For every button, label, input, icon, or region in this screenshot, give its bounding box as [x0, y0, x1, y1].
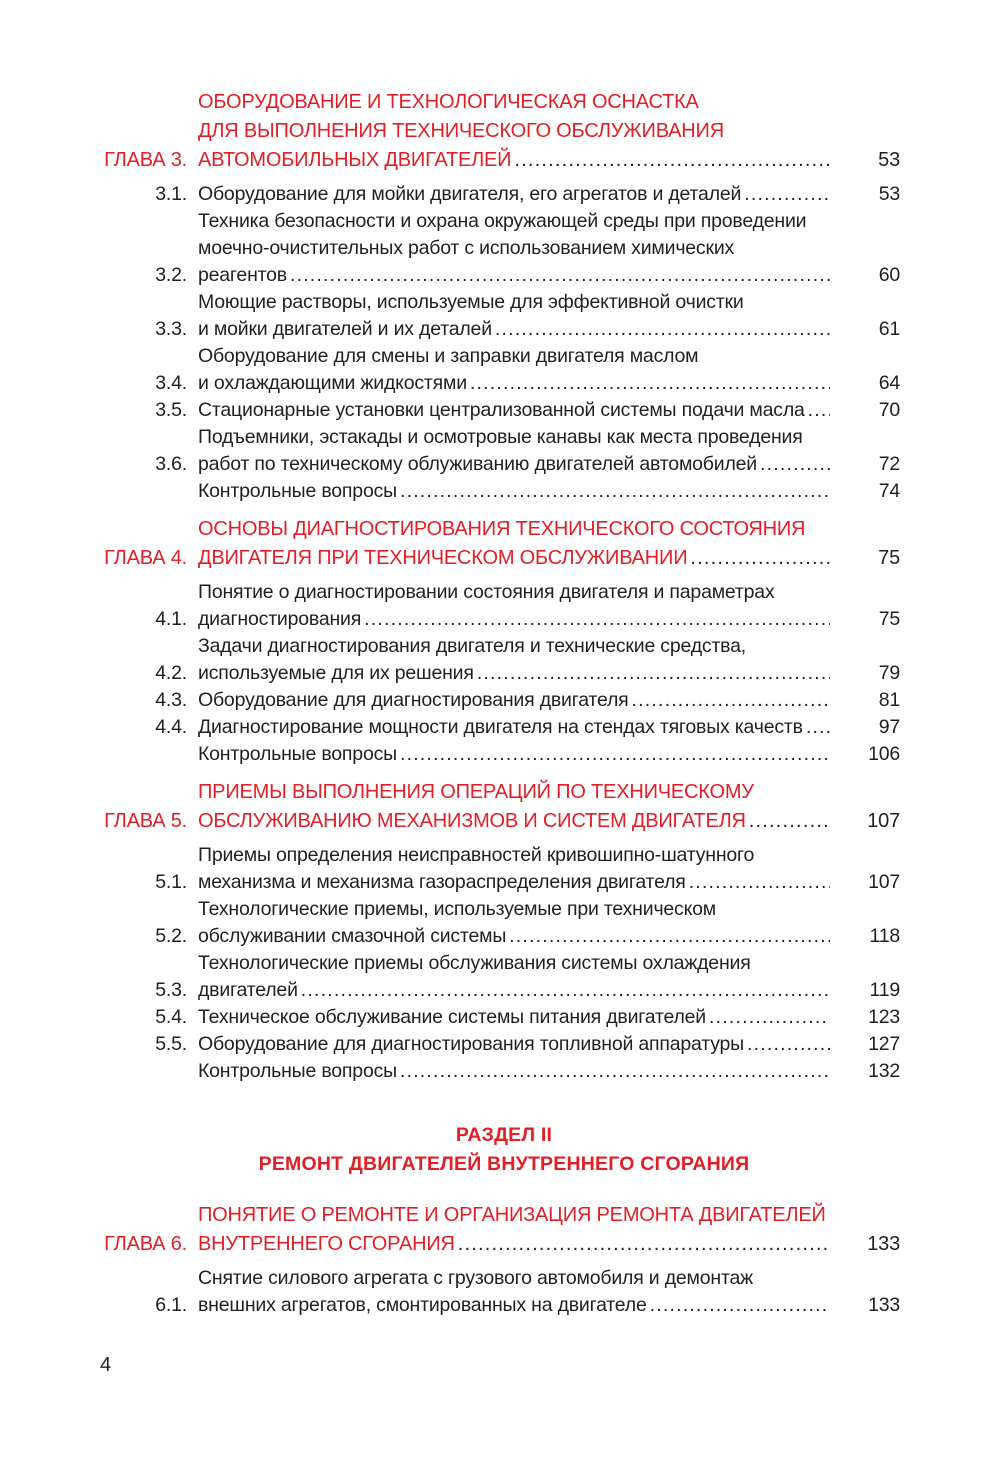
page-reference: 61 [878, 318, 900, 340]
section-title [198, 687, 830, 714]
title-last-line [198, 1292, 830, 1319]
title-line: Контрольные вопросы [198, 743, 397, 765]
section-title [198, 1058, 830, 1085]
chapter-label: ГЛАВА 3. [104, 149, 187, 171]
section-title [198, 208, 830, 289]
title-line: внешних агрегатов, смонтированных на двигателе [198, 1294, 647, 1316]
dot-leader [808, 397, 830, 424]
chapter-heading[interactable] [0, 1201, 1000, 1259]
title-line: Оборудование для мойки двигателя, его агрегатов и деталей [198, 183, 742, 205]
title-last-line [198, 262, 830, 289]
section-title [198, 714, 830, 741]
section-number: 3.5. [155, 399, 187, 421]
section-number: 3.1. [155, 183, 187, 205]
title-last-line [198, 977, 830, 1004]
toc-entry[interactable] [0, 289, 1000, 343]
page-reference: 127 [868, 1033, 900, 1055]
title-last-line [198, 370, 830, 397]
section-number: 4.3. [155, 689, 187, 711]
page-reference: 107 [867, 810, 900, 832]
title-line: ПОНЯТИЕ О РЕМОНТЕ И ОРГАНИЗАЦИЯ РЕМОНТА ДВИГАТЕЛЕЙ [198, 1204, 826, 1226]
spacer [0, 505, 1000, 515]
title-line: моечно-очистительных работ с использованием химических [198, 237, 735, 259]
page-number: 4 [100, 1354, 112, 1376]
title-line: и охлаждающими жидкостями [198, 372, 467, 394]
toc-entry[interactable] [0, 1058, 1000, 1085]
title-line: ОСНОВЫ ДИАГНОСТИРОВАНИЯ ТЕХНИЧЕСКОГО СОСТОЯНИЯ [198, 518, 806, 540]
section-number: 5.1. [155, 871, 187, 893]
page-reference: 118 [869, 925, 900, 947]
title-line: Диагностирование мощности двигателя на стендах тяговых качеств [198, 716, 803, 738]
title-last-line [198, 714, 830, 741]
page-reference: 132 [868, 1060, 900, 1082]
title-last-line [198, 741, 830, 768]
page-reference: 133 [867, 1233, 900, 1255]
toc-entry[interactable] [0, 714, 1000, 741]
section-title [198, 950, 830, 1004]
title-line: ОБСЛУЖИВАНИЮ МЕХАНИЗМОВ И СИСТЕМ ДВИГАТЕЛЯ [198, 810, 746, 832]
page-reference: 74 [878, 480, 900, 502]
page-reference: 133 [868, 1294, 900, 1316]
dot-leader [509, 923, 830, 950]
title-last-line [198, 397, 830, 424]
title-line: механизма и механизма газораспределения двигателя [198, 871, 686, 893]
title-line: реагентов [198, 264, 287, 286]
title-line: Технологические приемы обслуживания системы охлаждения [198, 952, 751, 974]
spacer [0, 1085, 1000, 1095]
page-reference: 70 [878, 399, 900, 421]
chapter-label: ГЛАВА 6. [104, 1233, 187, 1255]
dot-leader [364, 606, 830, 633]
page-reference: 119 [869, 979, 900, 1001]
toc-entry[interactable] [0, 687, 1000, 714]
dot-leader [806, 714, 830, 741]
dot-leader [747, 1031, 830, 1058]
dot-leader [689, 869, 830, 896]
part-heading [0, 1121, 1000, 1179]
title-last-line [198, 478, 830, 505]
title-line: Оборудование для смены и заправки двигателя маслом [198, 345, 699, 367]
page-reference: 81 [878, 689, 900, 711]
chapter-block [0, 515, 1000, 768]
page-reference: 60 [878, 264, 900, 286]
dot-leader [290, 262, 830, 289]
chapter-block [0, 778, 1000, 1085]
title-line: ВНУТРЕННЕГО СГОРАНИЯ [198, 1233, 455, 1255]
section-title [198, 896, 830, 950]
section-title [198, 397, 830, 424]
title-line: ОБОРУДОВАНИЕ И ТЕХНОЛОГИЧЕСКАЯ ОСНАСТКА [198, 91, 699, 113]
dot-leader [650, 1292, 830, 1319]
title-last-line [198, 544, 830, 573]
part-label: РАЗДЕЛ II [455, 1124, 553, 1146]
title-last-line [198, 316, 830, 343]
dot-leader [301, 977, 830, 1004]
title-last-line [198, 1004, 830, 1031]
page-reference: 75 [878, 547, 900, 569]
chapter-label: ГЛАВА 5. [104, 810, 187, 832]
dot-leader [477, 660, 830, 687]
toc-entry[interactable] [0, 950, 1000, 1004]
page-reference: 72 [878, 453, 900, 475]
title-last-line [198, 606, 830, 633]
chapter-label: ГЛАВА 4. [104, 547, 187, 569]
section-title [198, 579, 830, 633]
chapter-heading[interactable] [0, 88, 1000, 175]
part-title: РЕМОНТ ДВИГАТЕЛЕЙ ВНУТРЕННЕГО СГОРАНИЯ [258, 1153, 750, 1175]
dot-leader [400, 1058, 830, 1085]
section-number: 3.2. [155, 264, 187, 286]
chapter-title [198, 778, 830, 836]
title-line: Контрольные вопросы [198, 480, 397, 502]
title-line: ПРИЕМЫ ВЫПОЛНЕНИЯ ОПЕРАЦИЙ ПО ТЕХНИЧЕСКОМУ [198, 781, 754, 803]
section-title [198, 181, 830, 208]
section-title [198, 343, 830, 397]
chapter-heading[interactable] [0, 778, 1000, 836]
dot-leader [400, 741, 830, 768]
title-last-line [198, 660, 830, 687]
toc-entry[interactable] [0, 208, 1000, 289]
dot-leader [400, 478, 830, 505]
title-line: Приемы определения неисправностей кривошипно-шатунного [198, 844, 755, 866]
title-line: двигателей [198, 979, 298, 1001]
dot-leader [514, 146, 830, 175]
page-reference: 123 [868, 1006, 900, 1028]
dot-leader [760, 451, 830, 478]
page-reference: 53 [878, 149, 900, 171]
page-reference: 64 [878, 372, 900, 394]
title-line: Понятие о диагностировании состояния двигателя и параметрах [198, 581, 775, 603]
title-last-line [198, 1058, 830, 1085]
dot-leader [495, 316, 830, 343]
chapter-title [198, 515, 830, 573]
title-line: Снятие силового агрегата с грузового автомобиля и демонтаж [198, 1267, 753, 1289]
toc-entry[interactable] [0, 478, 1000, 505]
dot-leader [458, 1230, 830, 1259]
table-of-contents [0, 88, 1000, 1319]
section-number: 3.3. [155, 318, 187, 340]
section-title [198, 842, 830, 896]
section-number: 4.1. [155, 608, 187, 630]
toc-entry[interactable] [0, 896, 1000, 950]
toc-entry[interactable] [0, 424, 1000, 478]
title-last-line [198, 181, 830, 208]
dot-leader [749, 807, 830, 836]
section-number: 5.3. [155, 979, 187, 1001]
title-line: диагностирования [198, 608, 362, 630]
section-title [198, 289, 830, 343]
title-line: АВТОМОБИЛЬНЫХ ДВИГАТЕЛЕЙ [198, 149, 512, 171]
section-title [198, 633, 830, 687]
title-last-line [198, 869, 830, 896]
title-line: ДВИГАТЕЛЯ ПРИ ТЕХНИЧЕСКОМ ОБСЛУЖИВАНИИ [198, 547, 688, 569]
section-title [198, 1265, 830, 1319]
title-line: обслуживании смазочной системы [198, 925, 507, 947]
title-line: Оборудование для диагностирования топливной аппаратуры [198, 1033, 744, 1055]
title-line: Оборудование для диагностирования двигателя [198, 689, 629, 711]
section-title [198, 478, 830, 505]
title-line: Контрольные вопросы [198, 1060, 397, 1082]
section-number: 5.2. [155, 925, 187, 947]
title-line: Технологические приемы, используемые при техническом [198, 898, 717, 920]
title-last-line [198, 923, 830, 950]
dot-leader [631, 687, 830, 714]
section-number: 4.4. [155, 716, 187, 738]
toc-entry[interactable] [0, 741, 1000, 768]
title-line: и мойки двигателей и их деталей [198, 318, 492, 340]
chapter-heading[interactable] [0, 515, 1000, 573]
title-line: работ по техническому облуживанию двигателей автомобилей [198, 453, 757, 475]
title-line: Подъемники, эстакады и осмотровые канавы как места проведения [198, 426, 803, 448]
page-reference: 106 [868, 743, 900, 765]
toc-entry[interactable] [0, 1004, 1000, 1031]
page-reference: 53 [878, 183, 900, 205]
section-number: 5.4. [155, 1006, 187, 1028]
page-reference: 97 [878, 716, 900, 738]
section-title [198, 1004, 830, 1031]
section-title [198, 424, 830, 478]
title-line: Задачи диагностирования двигателя и технические средства, [198, 635, 746, 657]
chapter-title [198, 1201, 830, 1259]
title-last-line [198, 146, 830, 175]
title-line: Техника безопасности и охрана окружающей среды при проведении [198, 210, 807, 232]
section-number: 3.6. [155, 453, 187, 475]
toc-entry[interactable] [0, 397, 1000, 424]
chapter-block [0, 88, 1000, 505]
title-last-line [198, 807, 830, 836]
dot-leader [690, 544, 830, 573]
section-number: 3.4. [155, 372, 187, 394]
section-number: 5.5. [155, 1033, 187, 1055]
toc-entry[interactable] [0, 1265, 1000, 1319]
title-line: используемые для их решения [198, 662, 474, 684]
chapter-title [198, 88, 830, 175]
toc-entry[interactable] [0, 343, 1000, 397]
toc-entry[interactable] [0, 579, 1000, 633]
title-line: ДЛЯ ВЫПОЛНЕНИЯ ТЕХНИЧЕСКОГО ОБСЛУЖИВАНИЯ [198, 120, 724, 142]
section-number: 4.2. [155, 662, 187, 684]
dot-leader [470, 370, 830, 397]
section-title [198, 1031, 830, 1058]
title-line: Стационарные установки централизованной системы подачи масла [198, 399, 805, 421]
section-number: 6.1. [155, 1294, 187, 1316]
title-last-line [198, 1230, 830, 1259]
chapter-block [0, 1201, 1000, 1319]
toc-entry[interactable] [0, 1031, 1000, 1058]
dot-leader [709, 1004, 830, 1031]
toc-entry[interactable] [0, 633, 1000, 687]
section-title [198, 741, 830, 768]
page-reference: 79 [878, 662, 900, 684]
title-last-line [198, 451, 830, 478]
page-reference: 75 [878, 608, 900, 630]
title-line: Техническое обслуживание системы питания двигателей [198, 1006, 706, 1028]
title-last-line [198, 1031, 830, 1058]
page-reference: 107 [868, 871, 900, 893]
toc-entry[interactable] [0, 842, 1000, 896]
spacer [0, 768, 1000, 778]
toc-entry[interactable] [0, 181, 1000, 208]
title-last-line [198, 687, 830, 714]
dot-leader [744, 181, 830, 208]
title-line: Моющие растворы, используемые для эффективной очистки [198, 291, 744, 313]
